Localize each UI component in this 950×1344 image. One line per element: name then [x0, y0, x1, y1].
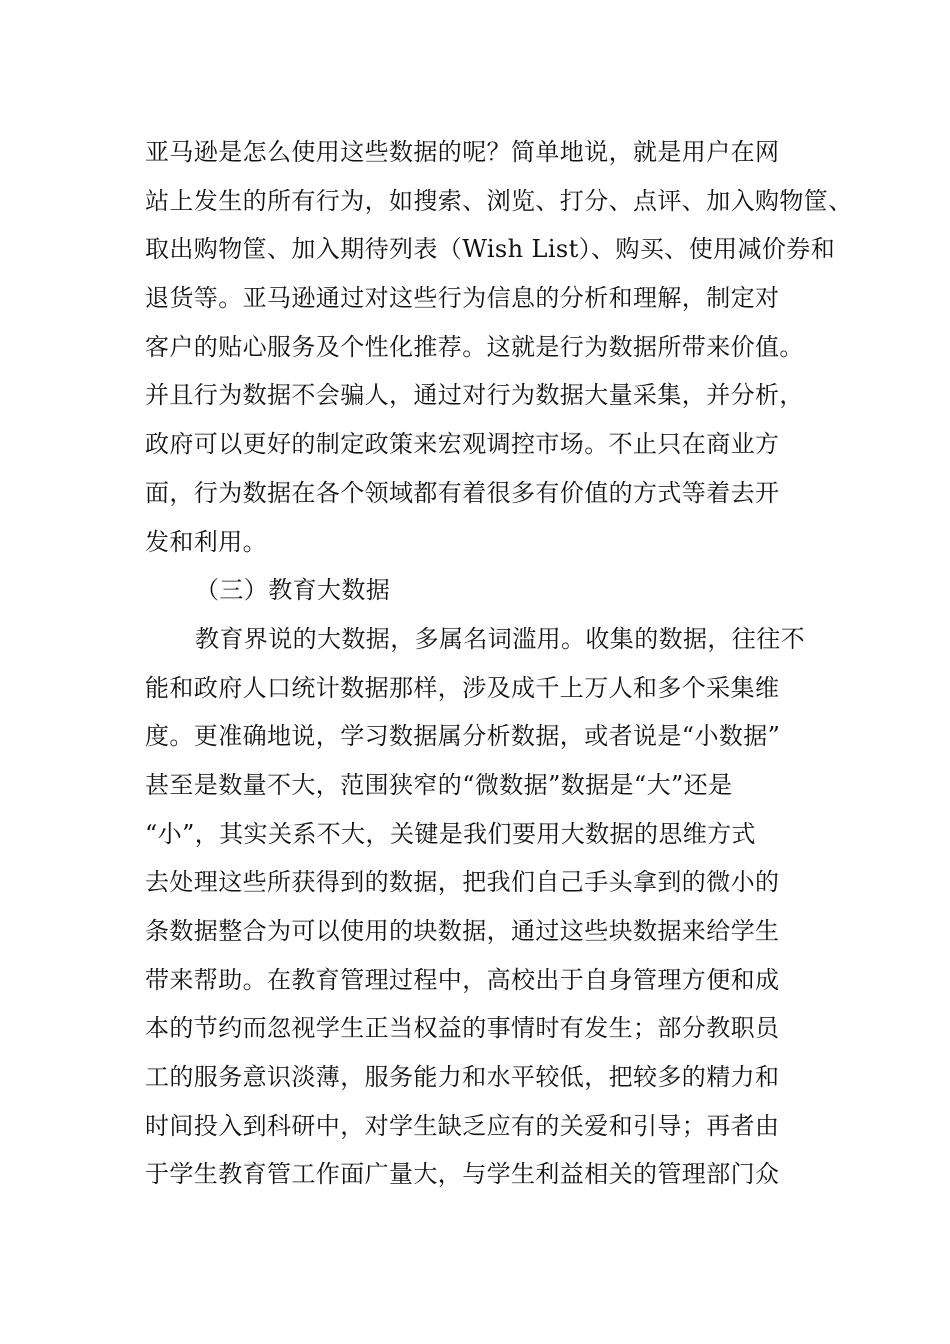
paragraph-line: 亚马逊是怎么使用这些数据的呢？简单地说，就是用户在网 [145, 138, 780, 166]
paragraph-line: 并且行为数据不会骗人，通过对行为数据大量采集，并分析， [145, 381, 804, 410]
paragraph-line: “小”，其实关系不大，关键是我们要用大数据的思维方式 [145, 819, 756, 848]
paragraph-line: 时间投入到科研中，对学生缺乏应有的关爱和引导；再者由 [145, 1111, 780, 1140]
paragraph-line: 条数据整合为可以使用的块数据，通过这些块数据来给学生 [145, 917, 780, 945]
paragraph-line: 去处理这些所获得到的数据，把我们自己手头拿到的微小的 [145, 868, 780, 897]
paragraph-line: 能和政府人口统计数据那样，涉及成千上万人和多个采集维 [145, 673, 780, 702]
paragraph-line: 于学生教育管工作面广量大，与学生利益相关的管理部门众 [145, 1160, 780, 1189]
paragraph-line: 工的服务意识淡薄，服务能力和水平较低，把较多的精力和 [145, 1063, 780, 1092]
document-body [145, 128, 853, 1199]
paragraph-line: 政府可以更好的制定政策来宏观调控市场。不止只在商业方 [145, 430, 780, 459]
paragraph-line: 度。更准确地说，学习数据属分析数据，或者说是“小数据” [145, 722, 781, 751]
paragraph-line: 发和利用。 [145, 527, 267, 556]
paragraph-line: 教育界说的大数据，多属名词滥用。收集的数据，往往不 [195, 624, 805, 653]
paragraph-line: 退货等。亚马逊通过对这些行为信息的分析和理解，制定对 [145, 284, 780, 313]
paragraph-line: 站上发生的所有行为，如搜索、浏览、打分、点评、加入购物筐、 [145, 186, 853, 215]
paragraph-line: 客户的贴心服务及个性化推荐。这就是行为数据所带来价值。 [145, 332, 804, 361]
paragraph-line: 带来帮助。在教育管理过程中，高校出于自身管理方便和成 [145, 965, 780, 994]
section-heading: （三）教育大数据 [195, 576, 391, 605]
paragraph-line: 本的节约而忽视学生正当权益的事情时有发生；部分教职员 [145, 1014, 780, 1043]
paragraph-line: 面，行为数据在各个领域都有着很多有价值的方式等着去开 [145, 478, 780, 507]
paragraph-line: 取出购物筐、加入期待列表（Wish List）、购买、使用减价券和 [145, 235, 836, 264]
paragraph-line: 甚至是数量不大，范围狭窄的“微数据”数据是“大”还是 [145, 770, 733, 799]
